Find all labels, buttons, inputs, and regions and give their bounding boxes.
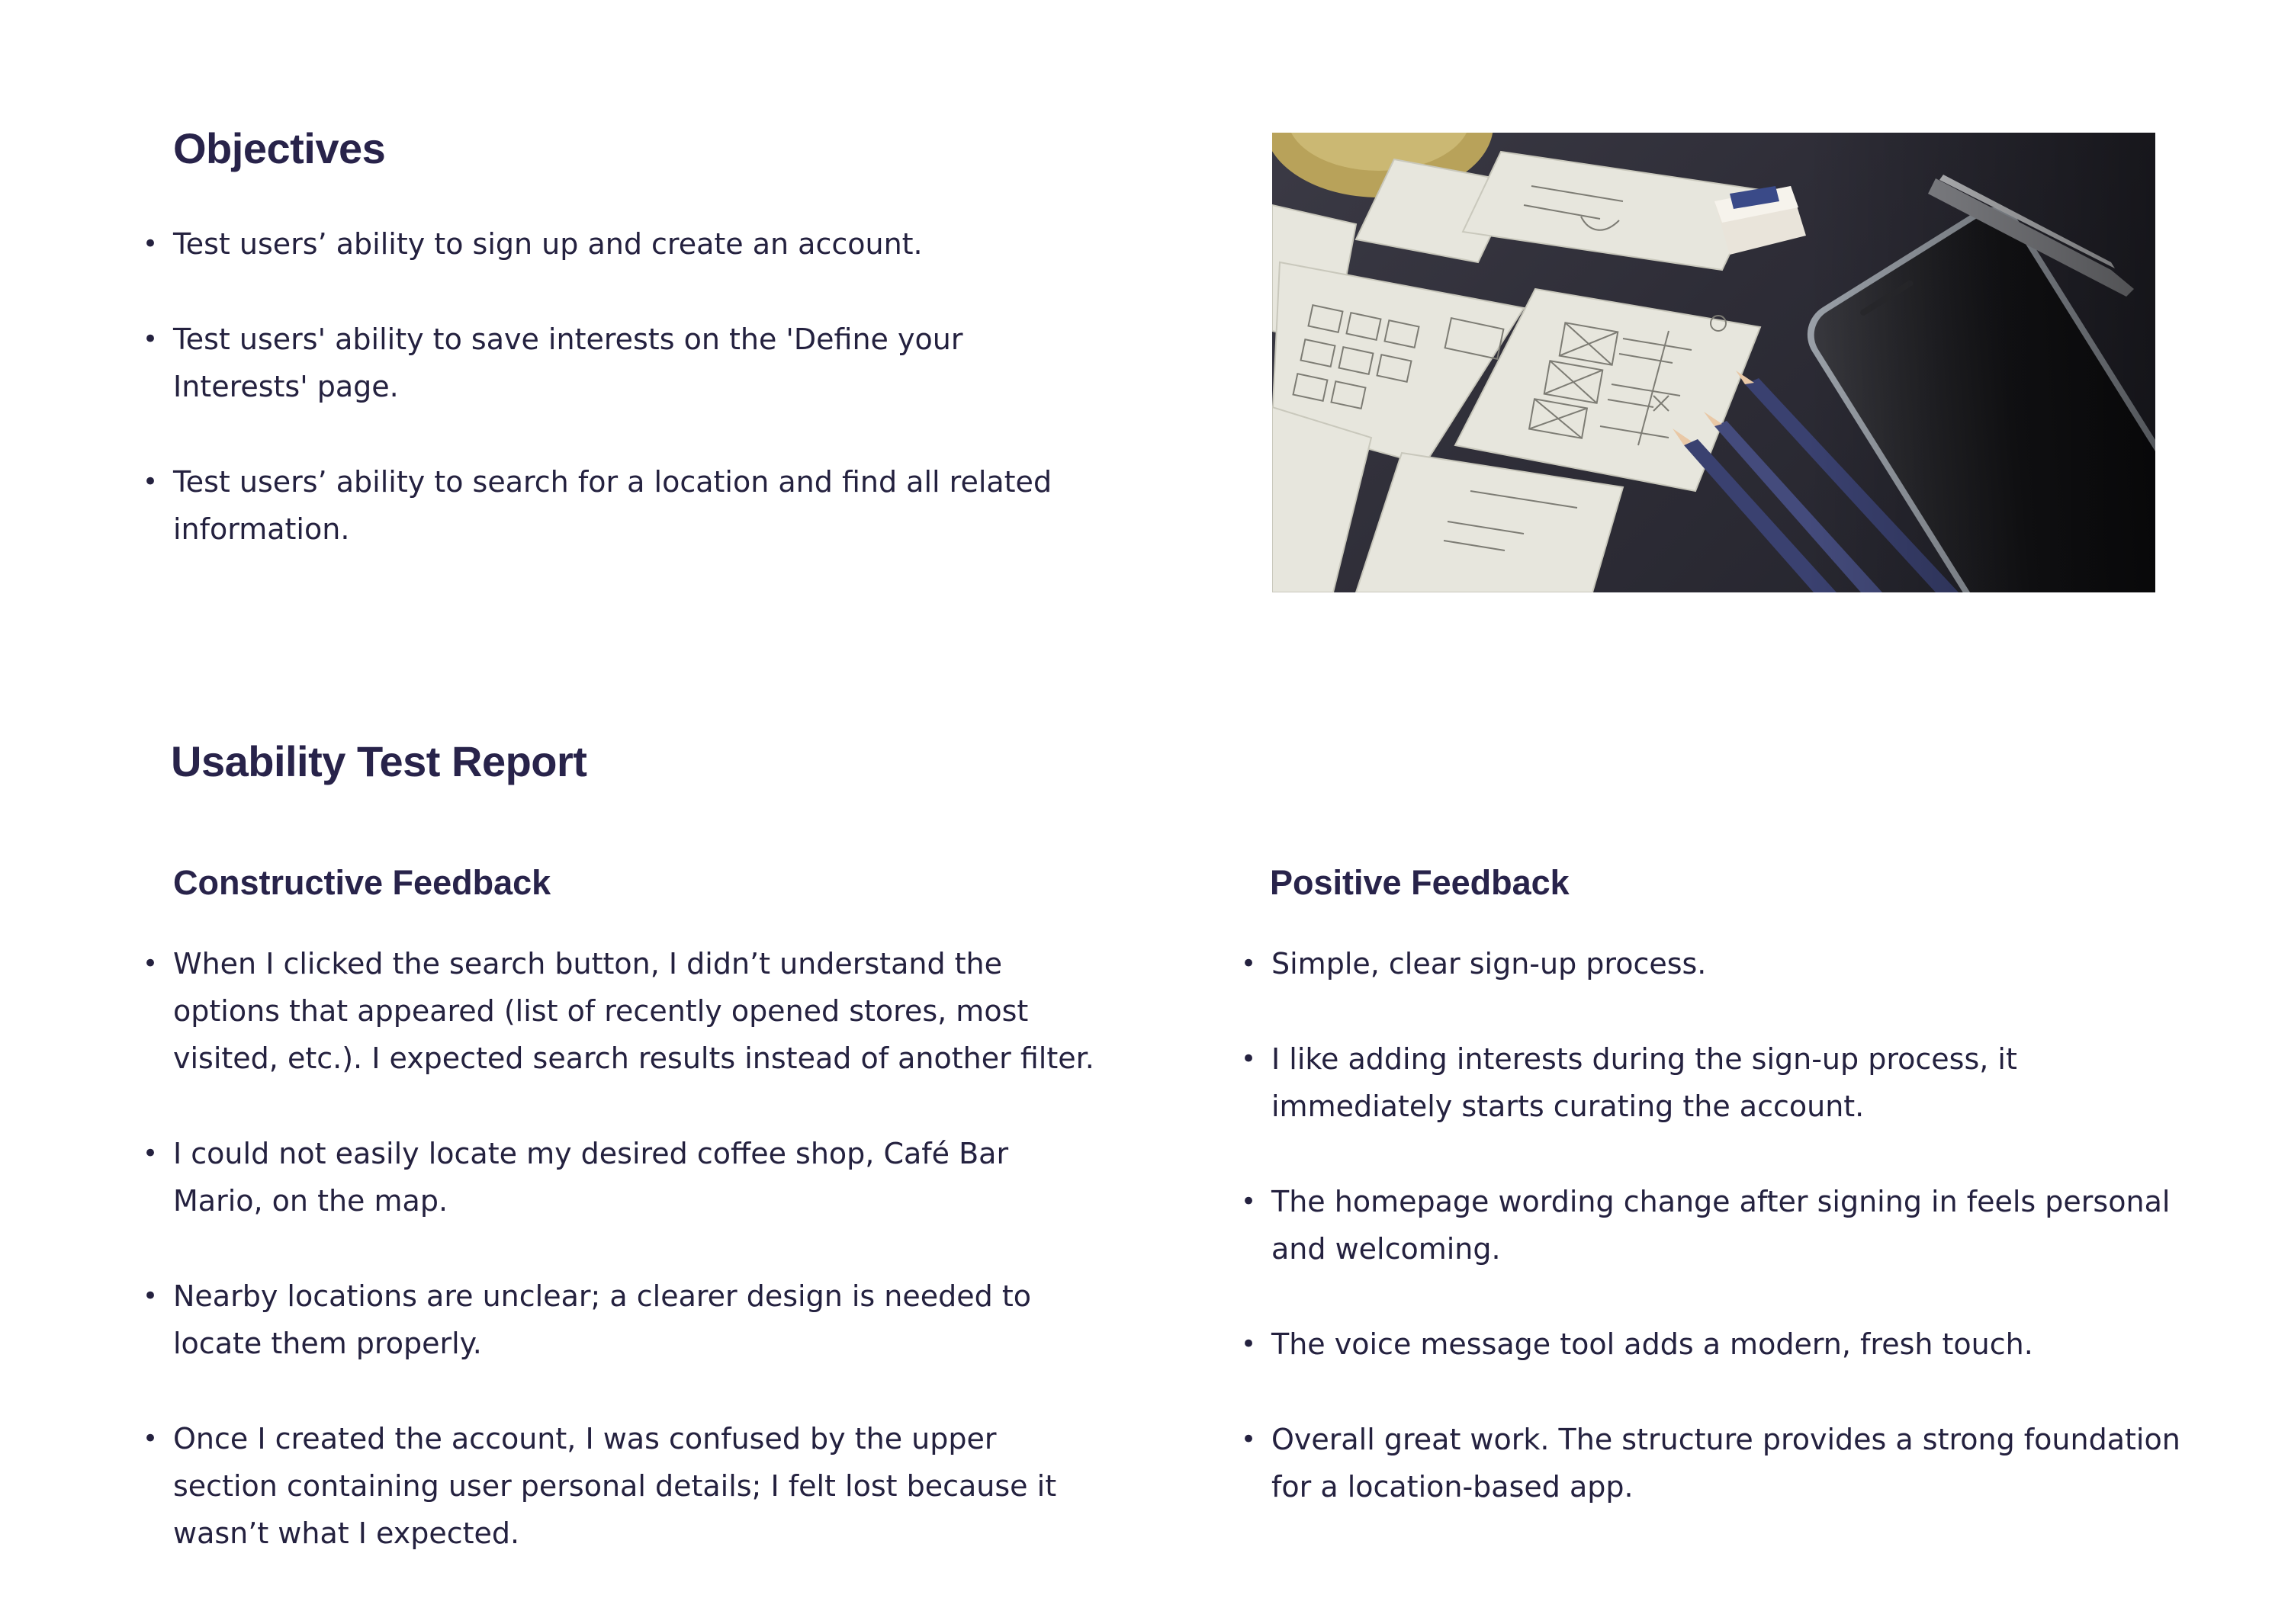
constructive-item-4: • Once I created the account, I was confused by the upper section containing user personal details; I felt lost because it wasn’t what I expected. [143, 1415, 1104, 1557]
positive-feedback-title: Positive Feedback [1270, 863, 1570, 902]
positive-item-5: • Overall great work. The structure provides a strong foundation for a location-based app. [1241, 1416, 2202, 1510]
wireframe-sketches-photo [1272, 133, 2155, 592]
objective-item-3: • Test users’ ability to search for a location and find all related information. [143, 458, 1088, 553]
positive-item-1: • Simple, clear sign-up process. [1241, 940, 2202, 987]
constructive-feedback-title: Constructive Feedback [173, 863, 551, 902]
objectives-title: Objectives [173, 124, 386, 172]
objective-item-2: • Test users' ability to save interests on the 'Define your Interests' page. [143, 316, 1088, 410]
positive-item-3: • The homepage wording change after signing in feels personal and welcoming. [1241, 1178, 2202, 1273]
positive-feedback-list [1241, 940, 2202, 1510]
report-title: Usability Test Report [171, 737, 587, 785]
positive-item-4: • The voice message tool adds a modern, fresh touch. [1241, 1321, 2202, 1368]
constructive-item-2: • I could not easily locate my desired coffee shop, Café Bar Mario, on the map. [143, 1130, 1104, 1224]
objectives-list [143, 220, 1088, 553]
objective-item-1: • Test users’ ability to sign up and create an account. [143, 220, 1088, 268]
constructive-item-3: • Nearby locations are unclear; a clearer design is needed to locate them properly. [143, 1273, 1104, 1367]
constructive-item-1: • When I clicked the search button, I didn’t understand the options that appeared (list of recently opened stores, most visited, etc.). I expected search results instead of another filter. [143, 940, 1104, 1082]
constructive-feedback-list [143, 940, 1104, 1557]
positive-item-2: • I like adding interests during the sign-up process, it immediately starts curating the account. [1241, 1035, 2202, 1130]
